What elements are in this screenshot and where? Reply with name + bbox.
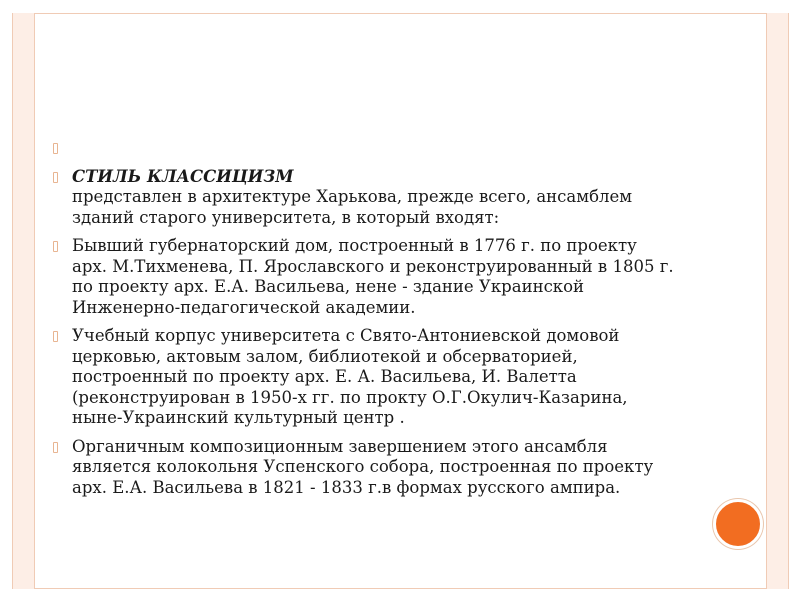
bullet-item-governor-house [46,236,706,318]
orange-accent-circle [713,499,763,549]
text-line: Учебный корпус университета с Свято-Антониевской домовой [72,326,620,345]
text-line: построенный по проекту арх. Е. А. Васильева, И. Валетта [72,367,577,386]
bullet-item-style-classicism [46,167,706,229]
bullet-icon [50,167,62,187]
text-line: (реконструирован в 1950-х гг. по прокту О.Г.Окулич-Казарина, [72,387,628,407]
left-decorative-strip [12,13,35,589]
text-line: Органичным композиционным завершением этого ансамбля [72,436,608,456]
text-line: арх. Е.А. Васильева в 1821 - 1833 г.в формах русского ампира. [72,477,621,497]
text-line: представлен в архитектуре Харькова, прежде всего, ансамблем [72,187,633,206]
text-line: Инженерно-педагогической академии. [72,297,416,317]
bullet-item-bell-tower [46,437,706,499]
right-decorative-strip [766,13,789,589]
text-line: зданий старого университета, в который входят: [72,207,500,227]
bullet-item-empty [46,138,706,159]
bullet-icon [50,437,62,457]
section-heading: СТИЛЬ КЛАССИЦИЗМ [72,166,294,186]
bullet-list [46,138,706,506]
bullet-icon [50,236,62,256]
bullet-icon [50,326,62,346]
text-line: является колокольня Успенского собора, построенная по проекту [72,457,654,476]
text-line: церковью, актовым залом, библиотекой и обсерваторией, [72,346,578,366]
text-line: Бывший губернаторский дом, построенный в 1776 г. по проекту [72,236,637,255]
text-line: арх. М.Тихменева, П. Ярославского и реконструированный в 1805 г. [72,256,674,276]
text-line: по проекту арх. Е.А. Васильева, нене - здание Украинской [72,277,585,296]
bullet-item-university-building [46,326,706,429]
text-line: ныне-Украинский культурный центр . [72,408,405,427]
bullet-icon [50,138,62,158]
